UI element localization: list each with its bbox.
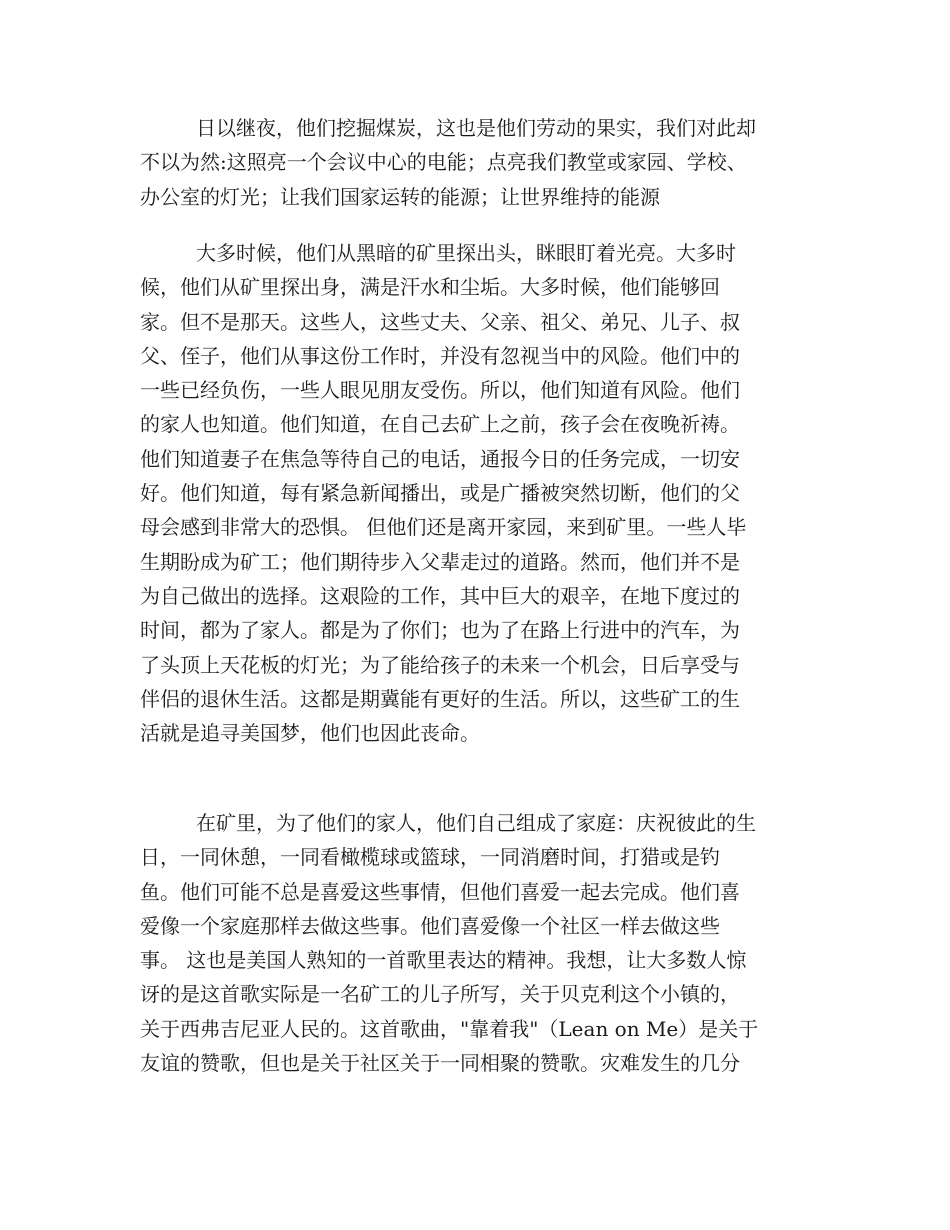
text-line: 母会感到非常大的恐惧。 但他们还是离开家园，来到矿里。一些人毕 (140, 515, 747, 540)
text-line: 活就是追寻美国梦，他们也因此丧命。 (140, 721, 480, 746)
text-line: 好。他们知道，每有紧急新闻播出，或是广播被突然切断，他们的父 (140, 481, 740, 506)
text-line: 为自己做出的选择。这艰险的工作，其中巨大的艰辛，在地下度过的 (140, 583, 740, 608)
text-line: 办公室的灯光；让我们国家运转的能源；让世界维持的能源 (140, 184, 660, 209)
text-line: 大多时候，他们从黑暗的矿里探出头，眯眼盯着光亮。大多时 (196, 241, 736, 265)
paragraph-1 (140, 111, 810, 214)
text-line: 一些已经负伤，一些人眼见朋友受伤。所以，他们知道有风险。他们 (140, 378, 740, 403)
text-line: 伴侣的退休生活。这都是期冀能有更好的生活。所以，这些矿工的生 (140, 686, 740, 711)
text-line: 爱像一个家庭那样去做这些事。他们喜爱像一个社区一样去做这些 (140, 913, 720, 938)
text-line: 讶的是这首歌实际是一名矿工的儿子所写，关于贝克利这个小镇的， (140, 982, 740, 1007)
text-line: 时间，都为了家人。都是为了你们；也为了在路上行进中的汽车，为 (140, 618, 740, 643)
text-line: 不以为然:这照亮一个会议中心的电能；点亮我们教堂或家园、学校、 (140, 150, 747, 175)
text-line: 了头顶上天花板的灯光；为了能给孩子的未来一个机会，日后享受与 (140, 652, 740, 677)
paragraph-2 (140, 236, 810, 750)
text-line: 事。 这也是美国人熟知的一首歌里表达的精神。我想，让大多数人惊 (140, 948, 747, 973)
text-line: 在矿里，为了他们的家人，他们自己组成了家庭：庆祝彼此的生 (196, 811, 756, 835)
text-line: 的家人也知道。他们知道，在自己去矿上之前，孩子会在夜晚祈祷。 (140, 412, 740, 437)
text-line: 他们知道妻子在焦急等待自己的电话，通报今日的任务完成，一切安 (140, 446, 740, 471)
text-line: 家。但不是那天。这些人，这些丈夫、父亲、祖父、弟兄、儿子、叔 (140, 309, 740, 334)
text-line: 鱼。他们可能不总是喜爱这些事情，但他们喜爱一起去完成。他们喜 (140, 879, 740, 904)
text-line: 生期盼成为矿工；他们期待步入父辈走过的道路。然而，他们并不是 (140, 549, 740, 574)
text-line: 候，他们从矿里探出身，满是汗水和尘垢。大多时候，他们能够回 (140, 275, 720, 300)
text-line: 友谊的赞歌，但也是关于社区关于一同相聚的赞歌。灾难发生的几分 (140, 1051, 740, 1076)
paragraph-3 (140, 806, 810, 1080)
text-line: 关于西弗吉尼亚人民的。这首歌曲，"靠着我"（Lean on Me）是关于 (140, 1016, 759, 1041)
text-line: 父、侄子，他们从事这份工作时，并没有忽视当中的风险。他们中的 (140, 343, 740, 368)
text-line: 日，一同休憩，一同看橄榄球或篮球，一同消磨时间，打猎或是钓 (140, 845, 720, 870)
text-line: 日以继夜，他们挖掘煤炭，这也是他们劳动的果实，我们对此却 (196, 116, 756, 140)
